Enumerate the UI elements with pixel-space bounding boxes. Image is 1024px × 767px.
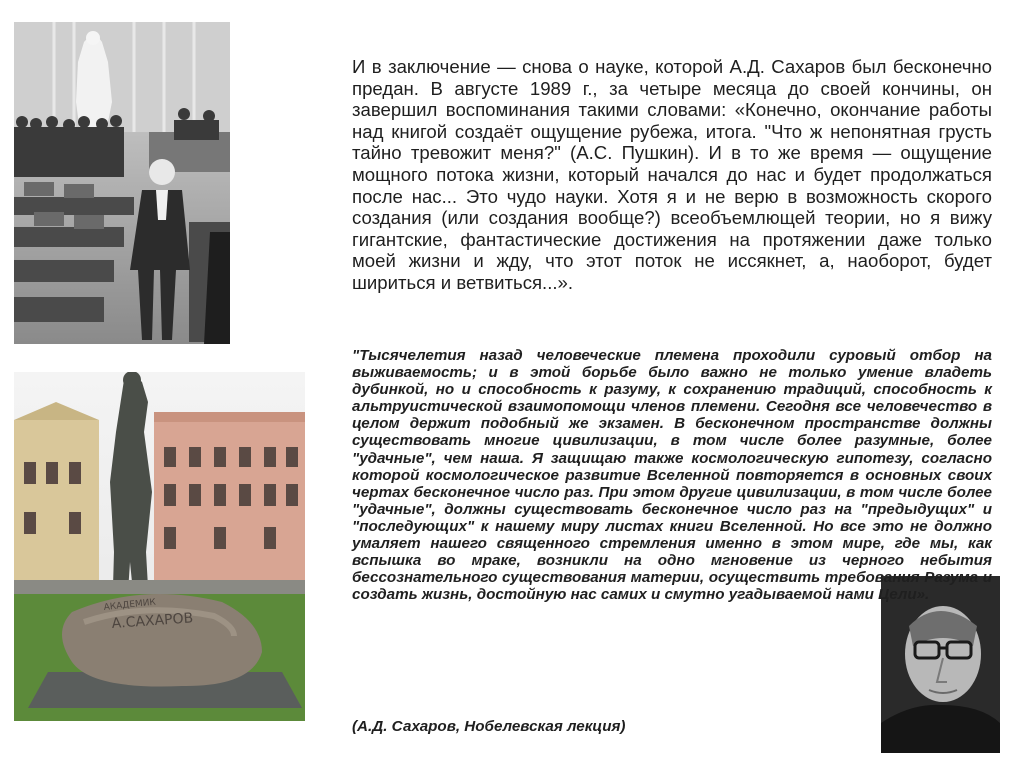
- monument-inscription-line1: АКАДЕМИК: [103, 597, 157, 613]
- nobel-lecture-quote: "Тысячелетия назад человеческие племена проходили суровый отбор на выживаемость; и в этой борьбе было важно не только умение владеть дубинкой, но и способность к разуму, к сохранению традиций, способность к альтруистической взаимопомощи членов племени. Сегодня все человечество в целом держит подобный же экзамен. В бесконечном пространстве должны существовать многие цивилизации, в том числе более разумные, более "удачные", чем наша. Я защищаю также космологическую гипотезу, согласно которой космологическое развитие Вселенной повторяется в основных своих чертах бесконечное число раз. При этом другие цивилизации, в том числе более "удачные", должны существовать бесконечное число раз на "предыдущих" и "последующих" к нашему миру листах книги Вселенной. Но все это не должно умаляет нашего священного стремления именно в этом мире, где мы, как вспышка во мраке, возникли на одно мгновение из черного небытия бессознательного существования материи, осуществить требования Разума и создать жизнь, достойную нас самих и смутно угадываемой нами Цели».: [352, 347, 992, 604]
- monument-inscription-line2: А.САХАРОВ: [111, 610, 194, 632]
- monument-photo: [14, 372, 305, 721]
- congress-hall-photo: [14, 22, 230, 344]
- main-paragraph: И в заключение — снова о науке, которой А.Д. Сахаров был бесконечно предан. В августе 1989 г., за четыре месяца до своей кончины, он завершил воспоминания такими словами: «Конечно, окончание работы над книгой создаёт ощущение рубежа, итога. "Что ж непонятная грусть тайно тревожит меня?" (А.С. Пушкин). И в то же время — ощущение мощного потока жизни, который начался до нас и будет продолжаться после нас... Это чудо науки. Хотя я и не верю в возможность скорого создания (или создания вообще?) всеобъемлющей теории, но я вижу гигантские, фантастические достижения на протяжении даже только моей жизни и жду, что этот поток не иссякнет, а, наоборот, будет шириться и ветвиться...».: [352, 56, 992, 293]
- quote-attribution: (А.Д. Сахаров, Нобелевская лекция): [352, 718, 626, 735]
